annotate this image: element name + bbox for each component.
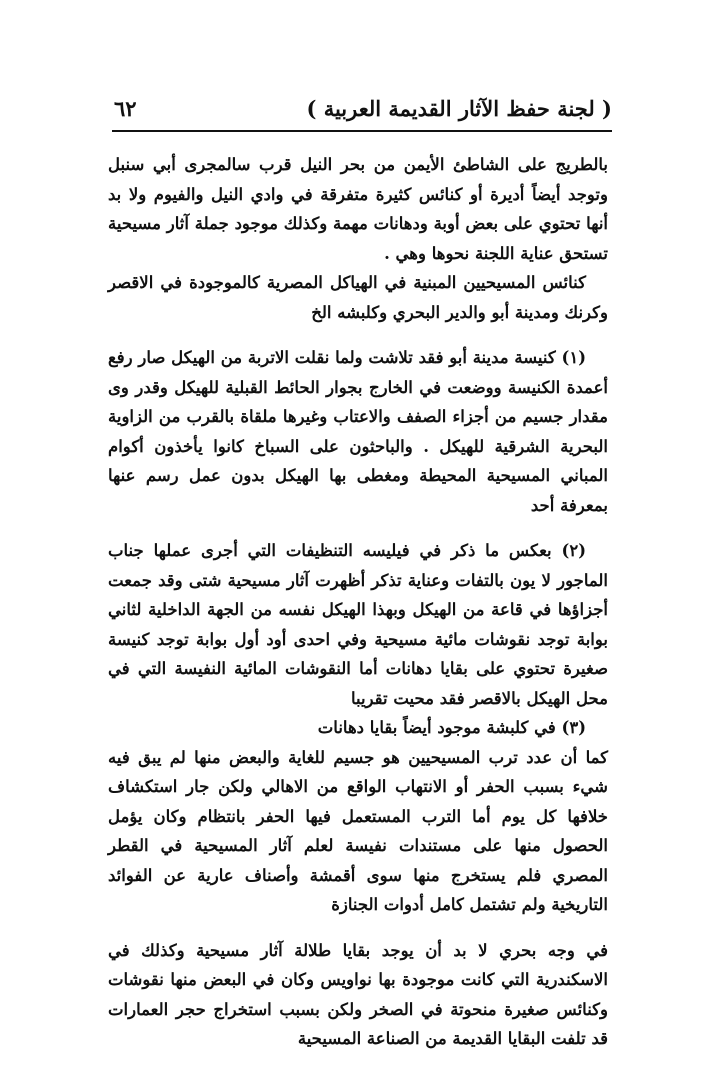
paragraph-item-1: (١) كنيسة مدينة أبو فقد تلاشت ولما نقلت الاتربة من الهيكل صار رفع أعمدة الكنيسة ووضعت في الخارج بجوار الحائط القبلية للهيكل وقدر وى مقدار جسيم من أجزاء الصفف والاعتاب وغيرها ملقاة بالقرب من الزاوية البحرية الشرقية للهيكل . والباحثون على السباخ كانوا يأخذون أكوام المباني المسيحية المحيطة ومغطى بها الهيكل بدون عمل رسم عنها بمعرفة أحد bbox=[108, 348, 608, 515]
paragraph-item-3: (٣) في كلبشة موجود أيضاً بقايا دهانات bbox=[317, 718, 586, 737]
page-number: ٦٢ bbox=[114, 96, 137, 121]
paragraph-intro: بالطريج على الشاطئ الأيمن من بحر النيل قرب سالمجرى أبي سنبل وتوجد أيضاً أديرة أو كنائس كثيرة متفرقة في وادي النيل والفيوم ولا بد أنها تحتوي على بعض أوبة ودهانات مهمة وكذلك موجود جملة آثار مسيحية تستحق عناية اللجنة نحوها وهي . bbox=[108, 155, 608, 263]
header-rule bbox=[112, 130, 612, 132]
page-header bbox=[112, 92, 612, 132]
paragraph-churches-in-temples: كنائس المسيحيين المبنية في الهياكل المصرية كالموجودة في الاقصر وكرنك ومدينة أبو والدير البحري وكلبشه الخ bbox=[108, 273, 608, 322]
page-body bbox=[108, 150, 608, 1054]
paragraph-lower-egypt: في وجه بحري لا بد أن يوجد بقايا طلالة آثار مسيحية وكذلك في الاسكندرية التي كانت موجودة بها نواويس وكان في البعض منها نقوشات وكنائس صغيرة منحوتة في الصخر ولكن بسبب استخراج حجر العمارات قد تلفت البقايا القديمة من الصناعة المسيحية bbox=[108, 940, 608, 1048]
paragraph-tombs: كما أن عدد ترب المسيحيين هو جسيم للغاية والبعض منها لم يبق فيه شيء بسبب الحفر أو الانتهاب الواقع من الاهالي ولكن جار استكشاف خلافها كل يوم أما الترب المستعمل فيها الحفر بانتظام وكان يؤمل الحصول منها على مستندات نفيسة لعلم آثار المسيحية في القطر المصري فلم يستخرج منها سوى أقمشة وأصناف عارية عن الفوائد التاريخية ولم تشتمل كامل أدوات الجنازة bbox=[108, 747, 608, 914]
paragraph-item-2: (٢) بعكس ما ذكر في فيليسه التنظيفات التي أجرى عملها جناب الماجور لا يون بالتفات وعناية تذكر أظهرت آثار مسيحية شتى وقد جمعت أجزاؤها في قاعة من الهيكل وبهذا الهيكل نفسه من الجهة الداخلية لثاني بوابة توجد نقوشات مائية مسيحية وفي احدى أود أول بوابة توجد كنيسة صغيرة تحتوي على بقايا دهانات أما النقوشات المائية النفيسة التي في محل الهيكل بالاقصر فقد محيت تقريبا bbox=[108, 541, 608, 708]
running-head: ( لجنة حفظ الآثار القديمة العربية ) bbox=[306, 96, 612, 121]
